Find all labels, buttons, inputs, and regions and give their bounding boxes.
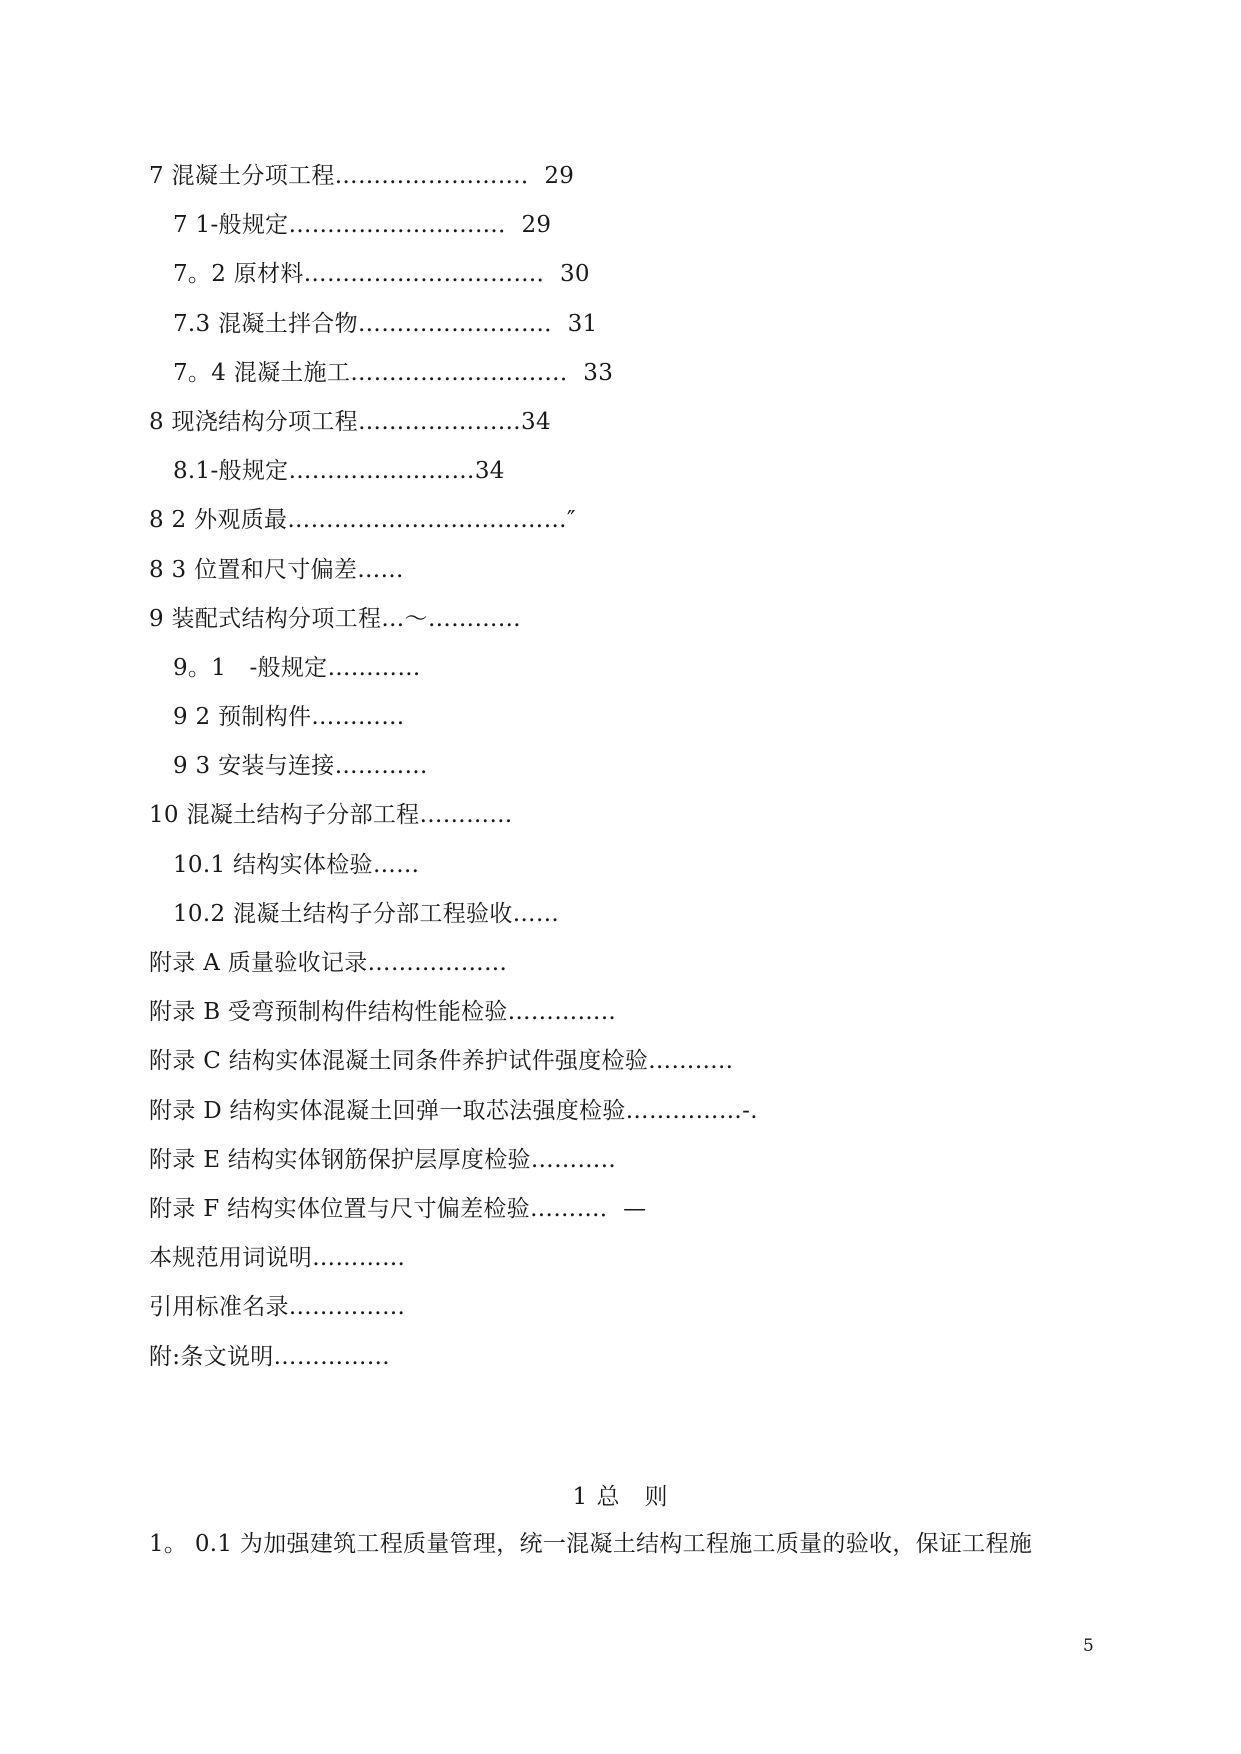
toc-entry: 9 2 预制构件………… <box>173 704 405 731</box>
toc-entry: 8 现浇结构分项工程…………………34 <box>149 408 551 435</box>
toc-entry: 8.1-般规定……………………34 <box>173 458 505 485</box>
toc-entry: 本规范用词说明………… <box>149 1245 406 1272</box>
page-number: 5 <box>1083 1636 1094 1656</box>
toc-entry: 附录 D 结构实体混凝土回弹一取芯法强度检验……………-. <box>149 1097 758 1124</box>
toc-entry: 附录 E 结构实体钢筋保护层厚度检验……….. <box>149 1146 616 1173</box>
toc-entry: 9。1 -般规定………… <box>173 654 421 681</box>
section-title: 1 总 则 <box>572 1484 669 1510</box>
toc-entry: 附:条文说明…………… <box>149 1343 391 1370</box>
body-paragraph: 1。 0.1 为加强建筑工程质量管理，统一混凝土结构工程施工质量的验收，保证工程施 <box>149 1531 1033 1557</box>
toc-entry: 9 装配式结构分项工程…～………… <box>149 605 522 632</box>
toc-entry: 7 混凝土分项工程……………………．29 <box>149 163 575 189</box>
toc-entry: 7.3 混凝土拌合物……………………．31 <box>173 310 598 337</box>
toc-entry: 8 2 外观质最………………………………″ <box>149 507 576 534</box>
toc-entry: 附录 B 受弯预制构件结构性能检验………….. <box>149 999 617 1026</box>
toc-entry: 10.1 结构实体检验…… <box>173 851 420 878</box>
toc-entry: 10.2 混凝土结构子分部工程验收…… <box>173 900 560 927</box>
table-of-contents <box>149 152 1149 1382</box>
toc-entry: 7 1-般规定………………………．29 <box>173 212 552 239</box>
toc-entry: 附录 A 质量验收记录……………… <box>149 950 508 976</box>
toc-entry: 附录 F 结构实体位置与尺寸偏差检验………．— <box>149 1195 647 1222</box>
toc-entry: 7。2 原材料…………………………．30 <box>173 261 590 288</box>
toc-entry: 引用标准名录…………… <box>149 1294 406 1321</box>
toc-entry: 9 3 安装与连接………… <box>173 753 428 780</box>
toc-entry: 附录 C 结构实体混凝土同条件养护试件强度检验……….. <box>149 1048 734 1075</box>
toc-entry: 10 混凝土结构子分部工程………… <box>149 802 513 829</box>
toc-entry: 7。4 混凝土施工………………………．33 <box>173 359 614 386</box>
toc-entry: 8 3 位置和尺寸偏差…… <box>149 556 404 583</box>
